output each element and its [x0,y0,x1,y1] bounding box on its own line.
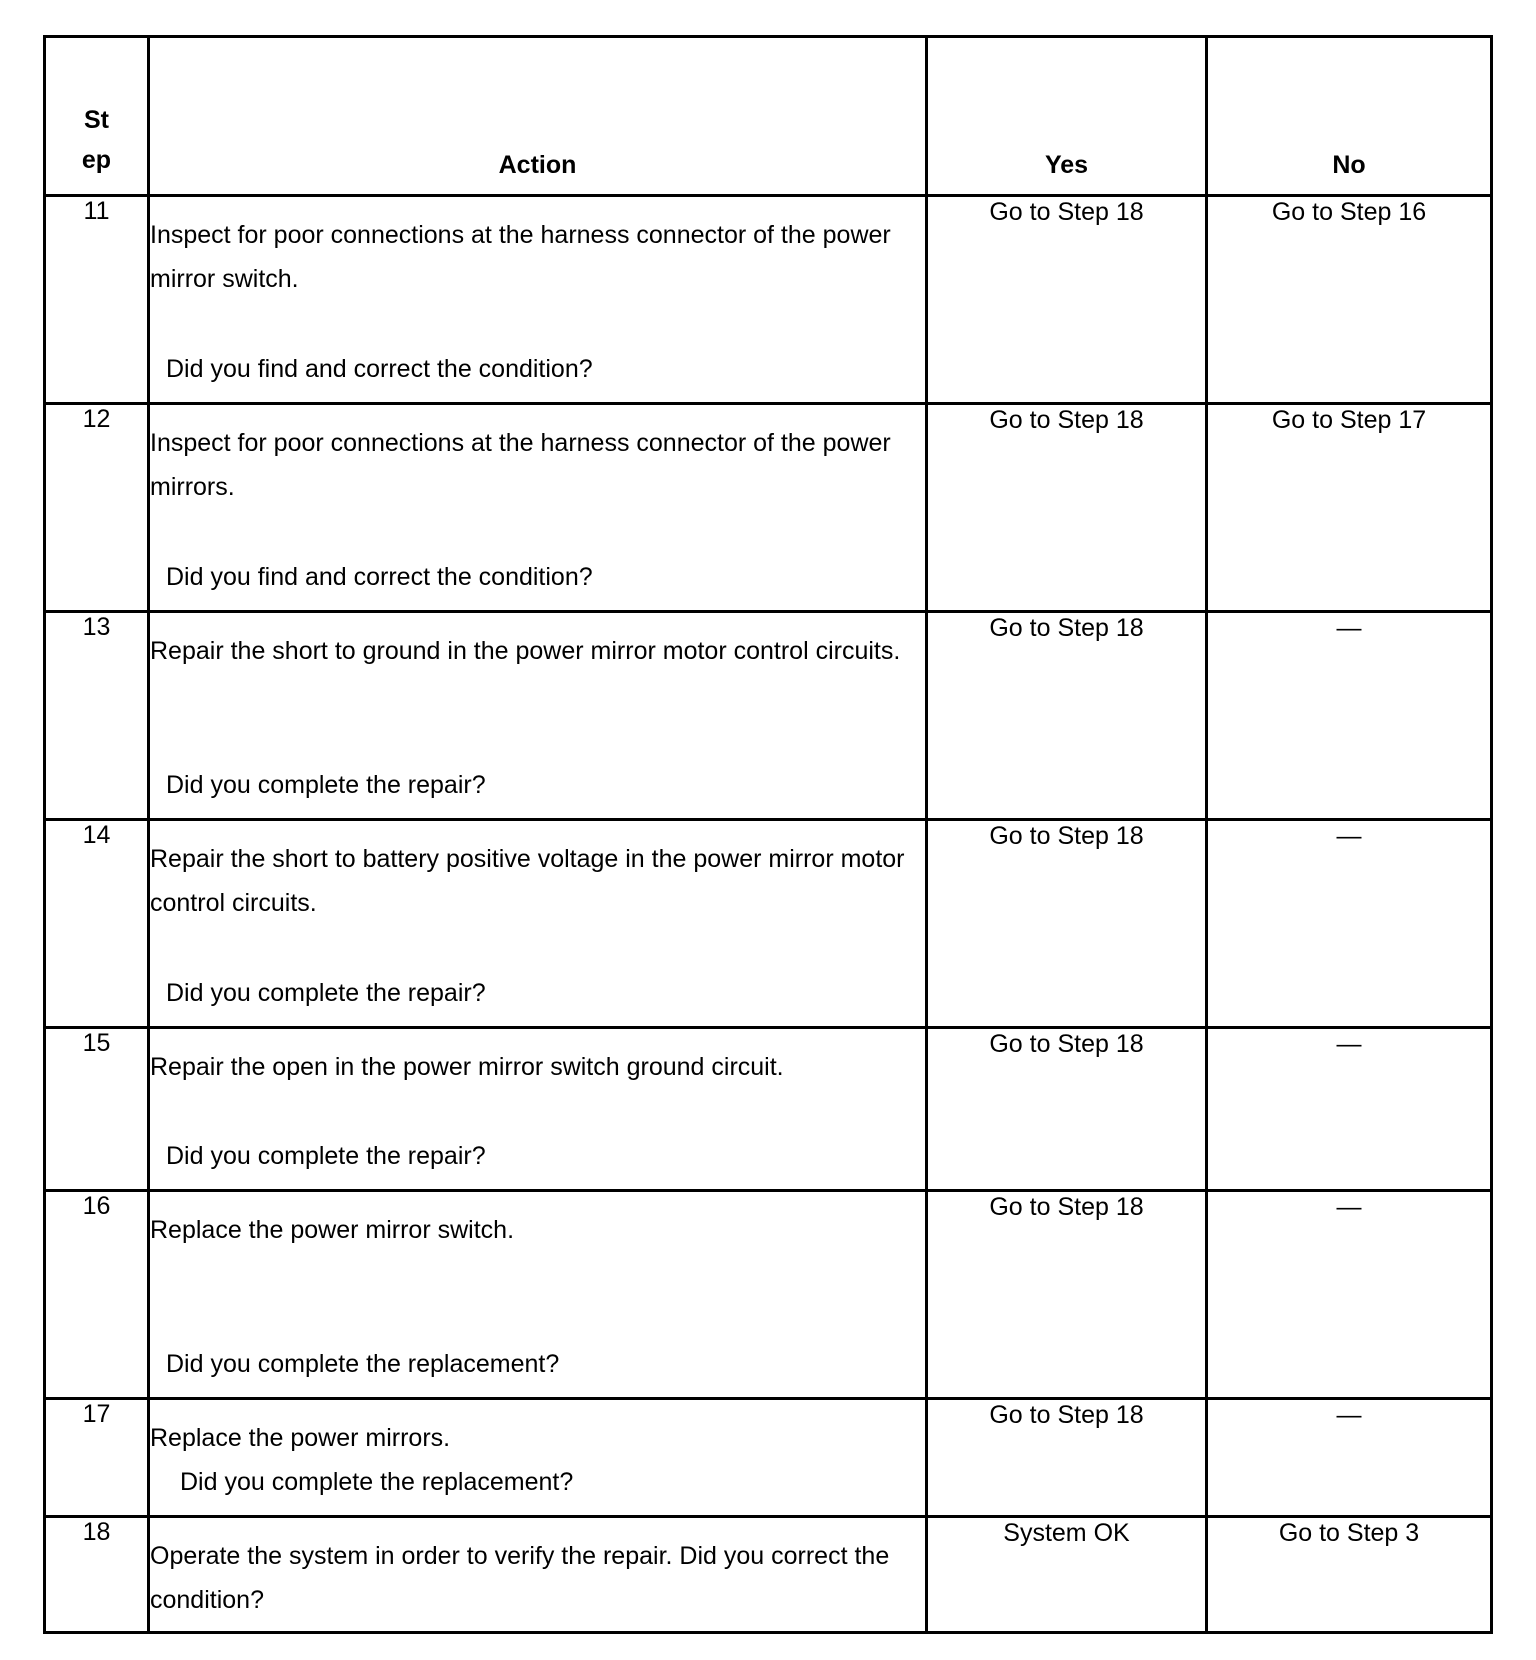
no-result: Go to Step 3 [1207,1517,1492,1633]
action-cell [149,1028,927,1191]
table-row [45,1028,1492,1191]
yes-result: Go to Step 18 [927,820,1207,1028]
header-row [45,37,1492,196]
action-question: Did you complete the replacement? [180,1468,574,1496]
table-row [45,404,1492,612]
no-result: — [1207,1028,1492,1191]
no-result: — [1207,1191,1492,1399]
action-text: Inspect for poor connections at the harness connector of the power mirror switch. [150,221,891,293]
action-question: Did you find and correct the condition? [166,563,593,591]
action-cell [149,820,927,1028]
action-text: Operate the system in order to verify the repair. Did you correct the condition? [150,1542,890,1614]
table-row [45,1399,1492,1517]
action-text: Inspect for poor connections at the harness connector of the power mirrors. [150,429,891,501]
action-cell [149,404,927,612]
action-question: Did you complete the repair? [166,979,486,1007]
action-text: Replace the power mirror switch. [150,1216,515,1244]
no-result: Go to Step 17 [1207,404,1492,612]
header-action: Action [149,37,927,196]
yes-result: System OK [927,1517,1207,1633]
yes-result: Go to Step 18 [927,1399,1207,1517]
action-cell [149,1191,927,1399]
action-cell [149,1399,927,1517]
step-number: 13 [45,612,149,820]
no-result: Go to Step 16 [1207,196,1492,404]
table-row [45,820,1492,1028]
yes-result: Go to Step 18 [927,1028,1207,1191]
yes-result: Go to Step 18 [927,196,1207,404]
header-step-line1: St [84,106,109,134]
header-step-line2: ep [81,146,112,174]
diagnostic-steps-table [43,35,1493,1634]
action-text: Replace the power mirrors. [150,1424,451,1452]
action-text: Repair the short to ground in the power mirror motor control circuits. [150,637,901,665]
header-no: No [1207,37,1492,196]
header-step [45,37,149,196]
yes-result: Go to Step 18 [927,1191,1207,1399]
action-question: Did you find and correct the condition? [166,355,593,383]
step-number: 12 [45,404,149,612]
step-number: 16 [45,1191,149,1399]
table-row [45,1191,1492,1399]
no-result: — [1207,820,1492,1028]
action-cell [149,612,927,820]
table-row [45,612,1492,820]
step-number: 18 [45,1517,149,1633]
yes-result: Go to Step 18 [927,612,1207,820]
action-question: Did you complete the replacement? [166,1350,560,1378]
step-number: 11 [45,196,149,404]
step-number: 14 [45,820,149,1028]
action-cell [149,1517,927,1633]
header-yes: Yes [927,37,1207,196]
table-row [45,1517,1492,1633]
action-cell [149,196,927,404]
no-result: — [1207,612,1492,820]
step-number: 17 [45,1399,149,1517]
action-text: Repair the short to battery positive voltage in the power mirror motor control circuits. [150,845,905,917]
table-row [45,196,1492,404]
action-text: Repair the open in the power mirror switch ground circuit. [150,1053,784,1081]
step-number: 15 [45,1028,149,1191]
action-question: Did you complete the repair? [166,771,486,799]
yes-result: Go to Step 18 [927,404,1207,612]
no-result: — [1207,1399,1492,1517]
action-question: Did you complete the repair? [166,1142,486,1170]
